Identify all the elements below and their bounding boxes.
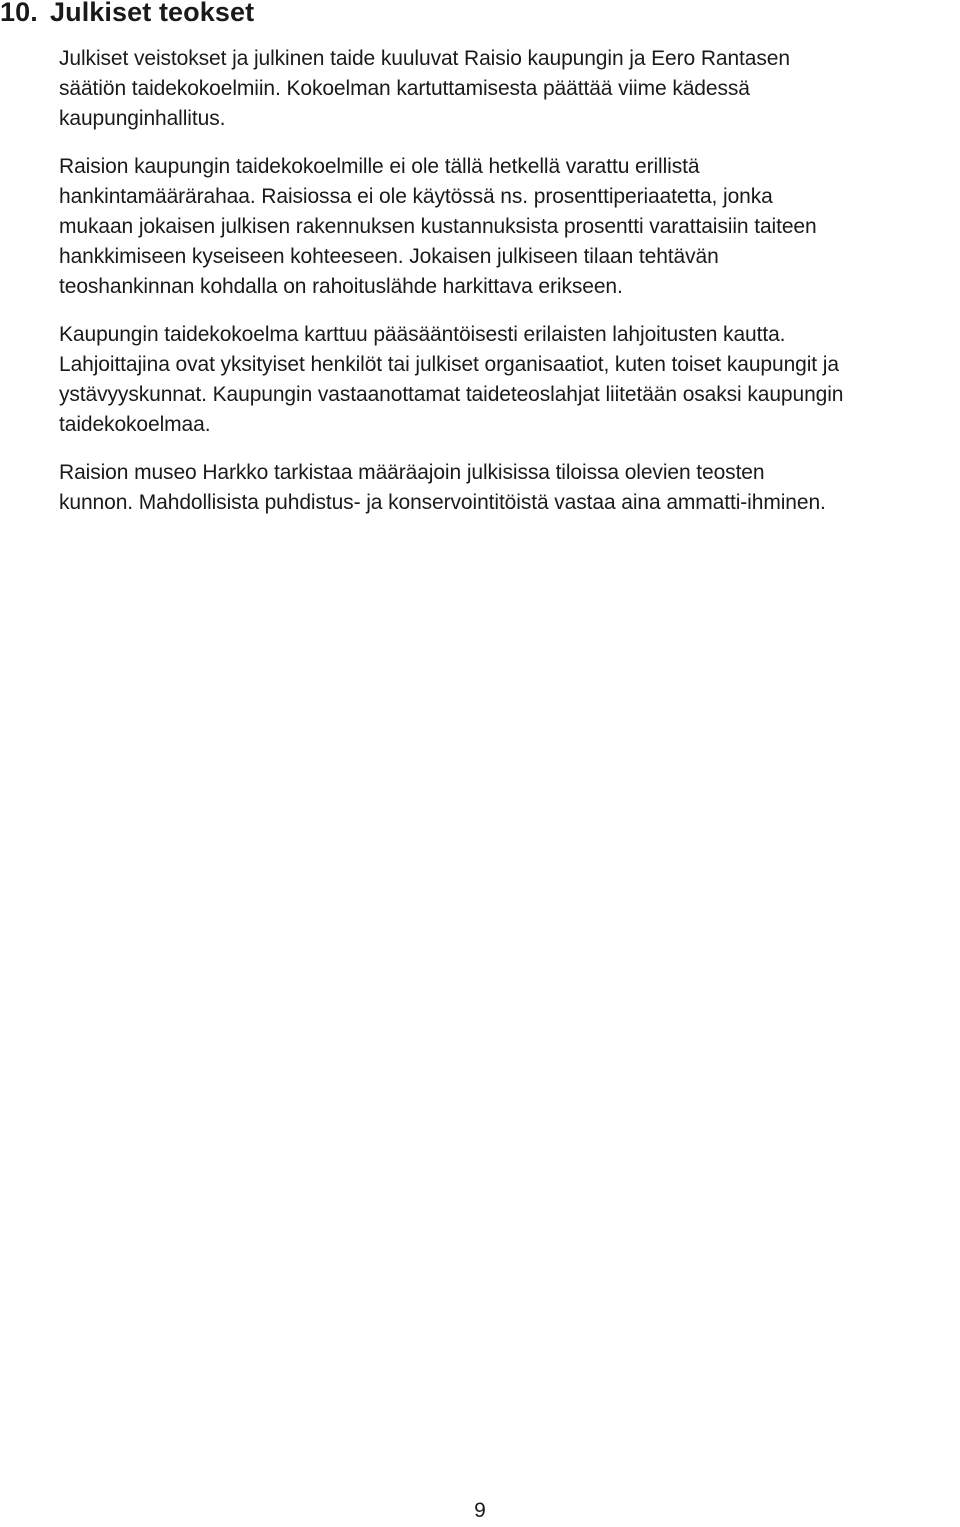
text-line: hankkimiseen kyseiseen kohteeseen. Jokaisen julkiseen tilaan tehtävän — [59, 245, 719, 268]
text-line: Kaupungin taidekokoelma karttuu pääsääntöisesti erilaisten lahjoitusten kautta. — [59, 323, 786, 346]
text-line: Julkiset veistokset ja julkinen taide kuuluvat Raisio kaupungin ja Eero Rantasen — [59, 47, 790, 70]
body-text — [59, 44, 959, 536]
text-line: mukaan jokaisen julkisen rakennuksen kustannuksista prosentti varattaisiin taiteen — [59, 215, 817, 238]
section-title: Julkiset teokset — [50, 0, 255, 27]
text-line: Lahjoittajina ovat yksityiset henkilöt tai julkiset organisaatiot, kuten toiset kaupungit ja — [59, 353, 839, 376]
section-number: 10. — [0, 0, 38, 27]
text-line: teoshankinnan kohdalla on rahoituslähde harkittava erikseen. — [59, 275, 623, 298]
text-line: ystävyyskunnat. Kaupungin vastaanottamat taideteoslahjat liitetään osaksi kaupungin — [59, 383, 844, 406]
paragraph-funding — [59, 152, 959, 302]
text-line: taidekokoelmaa. — [59, 413, 211, 436]
paragraph-collections — [59, 44, 959, 134]
text-line: kunnon. Mahdollisista puhdistus- ja konservointitöistä vastaa aina ammatti-ihminen. — [59, 491, 826, 514]
text-line: säätiön taidekokoelmiin. Kokoelman kartuttamisesta päättää viime kädessä — [59, 77, 750, 100]
text-line: kaupunginhallitus. — [59, 107, 226, 130]
paragraph-maintenance — [59, 458, 959, 518]
text-line: Raision museo Harkko tarkistaa määräajoin julkisissa tiloissa olevien teosten — [59, 461, 765, 484]
text-line: hankintamäärärahaa. Raisiossa ei ole käytössä ns. prosenttiperiaatetta, jonka — [59, 185, 773, 208]
section-heading — [0, 0, 254, 30]
text-line: Raision kaupungin taidekokoelmille ei ole tällä hetkellä varattu erillistä — [59, 155, 700, 178]
page-number: 9 — [474, 1499, 486, 1522]
paragraph-donations — [59, 320, 959, 440]
